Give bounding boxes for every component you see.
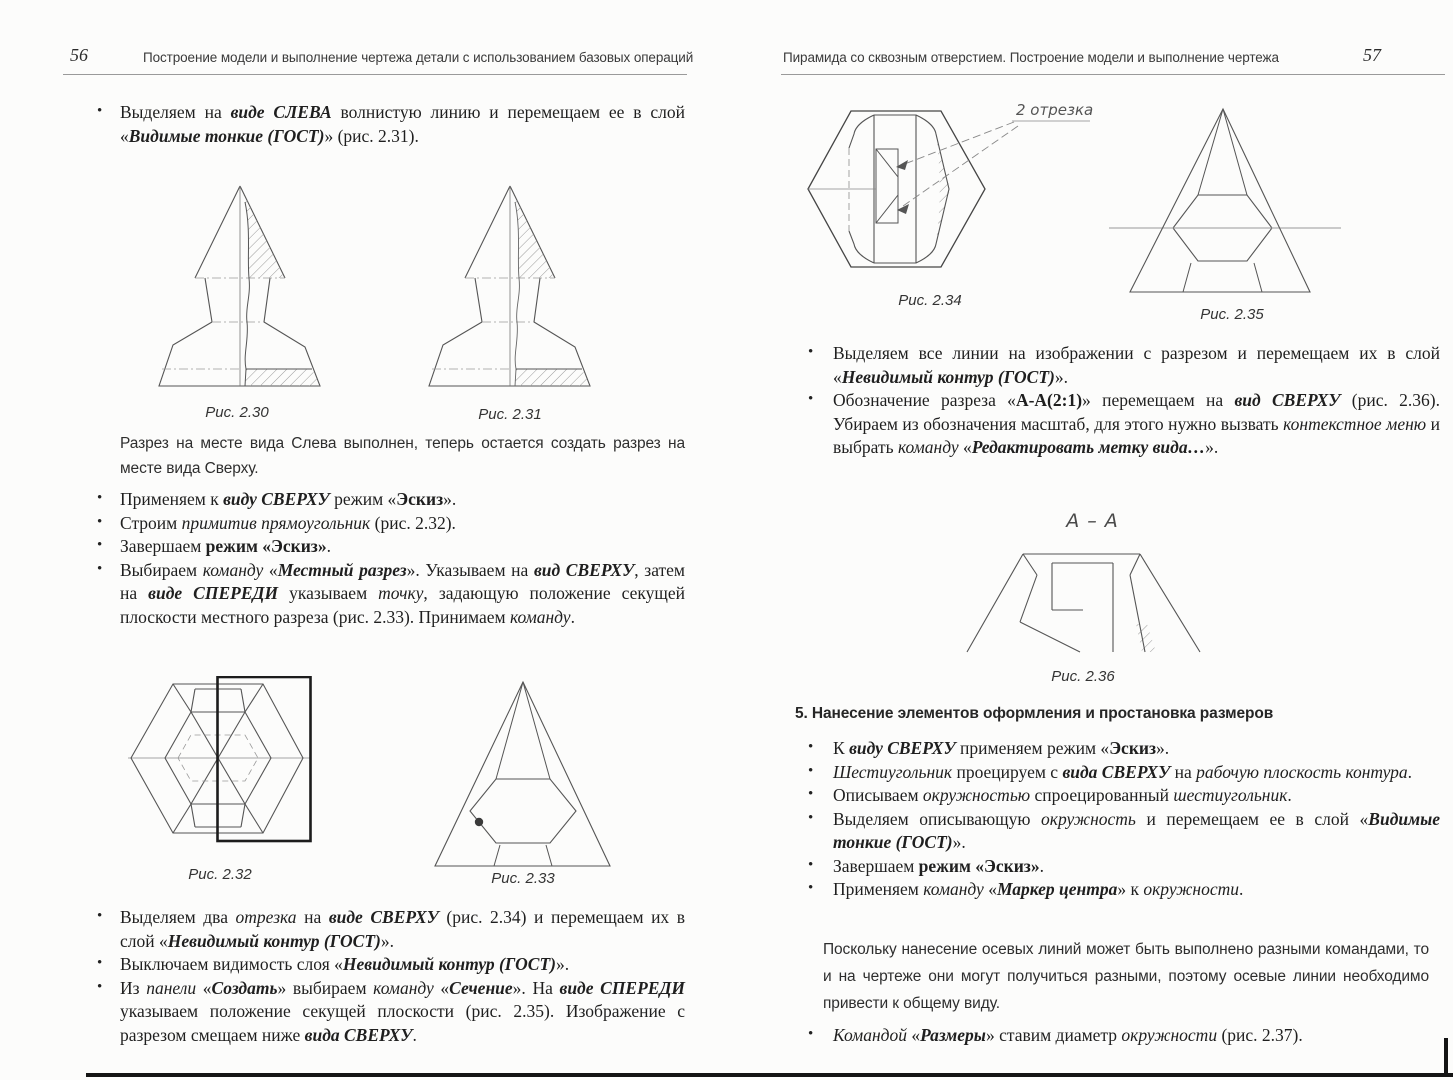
bullet-text: Командой «Размеры» ставим диаметр окружности (рис. 2.37). xyxy=(833,1025,1303,1045)
list-item xyxy=(806,342,1440,389)
bullet-marker: • xyxy=(808,762,814,779)
figure-2-36-drawing xyxy=(945,540,1235,665)
list-item xyxy=(806,1024,1440,1048)
bullet-text: Выключаем видимость слоя «Невидимый контур (ГОСТ)». xyxy=(120,954,570,974)
bullet-text: Шестиугольник проецируем с вида СВЕРХУ на рабочую плоскость контура. xyxy=(833,761,1413,782)
lower-edge-lines xyxy=(1183,263,1262,292)
bullet-text: Завершаем режим «Эскиз». xyxy=(833,855,1044,876)
leader-callout xyxy=(896,101,1093,214)
list-item xyxy=(806,808,1440,855)
list-item xyxy=(95,977,685,1048)
bottom-bullet-list xyxy=(95,906,685,1047)
figure-caption: Рис. 2.35 xyxy=(1200,306,1264,323)
bullet-marker: • xyxy=(808,344,814,360)
section-outline xyxy=(967,554,1200,652)
local-section-rect xyxy=(876,149,898,223)
left-page xyxy=(0,0,726,1080)
list-item xyxy=(95,559,685,630)
bullet-marker: • xyxy=(97,537,103,553)
side-hatch xyxy=(936,136,950,242)
sketch-rectangle xyxy=(218,677,311,841)
bullet-marker: • xyxy=(97,955,103,971)
left-running-header: Построение модели и выполнение чертежа детали с использованием базовых операций xyxy=(143,50,694,65)
list-item xyxy=(806,389,1440,460)
intro-bullet-list xyxy=(95,101,685,148)
figure-caption: Рис. 2.31 xyxy=(478,406,542,423)
bullet-text: Из панели «Создать» выбираем команду «Сечение». На виде СПЕРЕДИ указываем положение секущей плоскости (рис. 2.35). Изображение с разрезом смещаем ниже вида СВЕРХУ. xyxy=(120,977,686,1045)
bullet-text: Завершаем режим «Эскиз». xyxy=(120,536,331,556)
bullet-marker: • xyxy=(808,880,814,896)
list-item xyxy=(95,535,685,559)
bullet-text: Описываем окружностью спроецированный шестиугольник. xyxy=(833,785,1292,805)
base-hatch xyxy=(515,369,590,386)
fig234-label: 2 отрезка xyxy=(1016,101,1094,119)
figure-caption: Рис. 2.32 xyxy=(188,866,252,883)
lower-edge-lines xyxy=(494,845,552,866)
base-hatch xyxy=(245,369,320,386)
figure-caption: Рис. 2.30 xyxy=(205,404,269,421)
bullet-text: Применяем к виду СВЕРХУ режим «Эскиз». xyxy=(120,489,457,509)
list-item xyxy=(95,101,685,148)
middle-bullet-list xyxy=(95,488,685,629)
section-hatch xyxy=(1136,624,1156,652)
inner-cone-lines xyxy=(496,682,550,779)
body-paragraph: Разрез на месте вида Слева выполнен, теперь остается создать разрез на месте вида Сверху. xyxy=(120,435,685,477)
bullet-marker: • xyxy=(97,513,103,530)
final-bullet-list xyxy=(806,1024,1440,1048)
bullet-text: Выделяем на виде СЛЕВА волнистую линию и перемещаем ее в слой «Видимые тонкие (ГОСТ)» (рис. 2.31). xyxy=(120,102,685,146)
bullet-text: Выделяем описывающую окружность и перемещаем ее в слой «Видимые тонкие (ГОСТ)». xyxy=(833,808,1441,852)
list-item xyxy=(806,855,1440,879)
section-heading: 5. Нанесение элементов оформления и простановка размеров xyxy=(795,705,1274,722)
list-item xyxy=(95,953,685,977)
bullet-text: Обозначение разреза «А-А(2:1)» перемещаем на вид СВЕРХУ (рис. 2.36). Убираем из обозначения масштаб, для этого нужно вызвать контекстное меню и выбрать команду «Редактировать метку вида…». xyxy=(833,390,1441,457)
right-page-number: 57 xyxy=(1363,45,1381,65)
scan-edge-bottom xyxy=(86,1073,1453,1077)
spire-outline xyxy=(429,186,590,386)
bullet-marker: • xyxy=(808,1026,814,1042)
bullet-text: Выбираем команду «Местный разрез». Указываем на вид СВЕРХУ, затем на виде СПЕРЕДИ указываем точку, задающую положение секущей плоскости местного разреза (рис. 2.33). Принимаем команду. xyxy=(120,559,685,627)
main-bullet-list xyxy=(806,737,1440,902)
left-header-rule xyxy=(63,74,687,75)
section-point-dot xyxy=(475,818,483,826)
bullet-text: Строим примитив прямоугольник (рис. 2.32). xyxy=(120,512,456,533)
list-item xyxy=(95,512,685,536)
figure-2-33-drawing xyxy=(430,676,615,876)
right-page xyxy=(726,0,1453,1080)
figure-caption: Рис. 2.33 xyxy=(491,870,555,887)
bullet-marker: • xyxy=(808,809,814,826)
list-item xyxy=(95,906,685,953)
section-view-label: А – А xyxy=(1066,510,1119,532)
left-page-number: 56 xyxy=(70,45,88,65)
bullet-marker: • xyxy=(808,391,814,407)
list-item xyxy=(95,488,685,512)
bullet-text: К виду СВЕРХУ применяем режим «Эскиз». xyxy=(833,738,1170,758)
figure-2-30-drawing xyxy=(149,180,329,390)
right-header-rule xyxy=(781,74,1445,75)
bullet-marker: • xyxy=(808,856,814,873)
right-running-header: Пирамида со сквозным отверстием. Построение модели и выполнение чертежа xyxy=(783,50,1279,65)
bullet-text: Применяем команду «Маркер центра» к окружности. xyxy=(833,879,1244,899)
figure-2-34-drawing xyxy=(798,86,1098,291)
bullet-marker: • xyxy=(97,103,103,119)
list-item xyxy=(806,737,1440,761)
hexagon-face xyxy=(470,779,576,843)
figure-2-32-drawing xyxy=(128,676,323,861)
inner-cone-lines xyxy=(1198,109,1247,195)
scan-edge-right xyxy=(1444,1038,1448,1077)
bullet-marker: • xyxy=(97,560,103,577)
bullet-text: Выделяем все линии на изображении с разрезом и перемещаем их в слой «Невидимый контур (ГОСТ)». xyxy=(833,343,1440,387)
bullet-marker: • xyxy=(808,739,814,755)
figure-2-31-drawing xyxy=(419,180,599,390)
bullet-marker: • xyxy=(97,908,103,924)
rectangle-band xyxy=(874,115,916,263)
spire-outline xyxy=(159,186,320,386)
list-item xyxy=(806,784,1440,808)
bullet-marker: • xyxy=(97,978,103,995)
note-paragraph: Поскольку нанесение осевых линий может быть выполнено разными командами, то и на чертеже они могут получиться разными, поэтому осевые линии необходимо привести к общему виду. xyxy=(823,941,1429,1012)
figure-caption: Рис. 2.36 xyxy=(1051,668,1115,685)
bullet-marker: • xyxy=(97,490,103,506)
bullet-marker: • xyxy=(808,786,814,802)
figure-caption: Рис. 2.34 xyxy=(898,292,962,309)
figure-2-35-drawing xyxy=(1105,95,1345,310)
bullet-text: Выделяем два отрезка на виде СВЕРХУ (рис. 2.34) и перемещаем их в слой «Невидимый контур (ГОСТ)». xyxy=(120,907,686,951)
top-bullet-list xyxy=(806,342,1440,460)
list-item xyxy=(806,761,1440,785)
list-item xyxy=(806,878,1440,902)
